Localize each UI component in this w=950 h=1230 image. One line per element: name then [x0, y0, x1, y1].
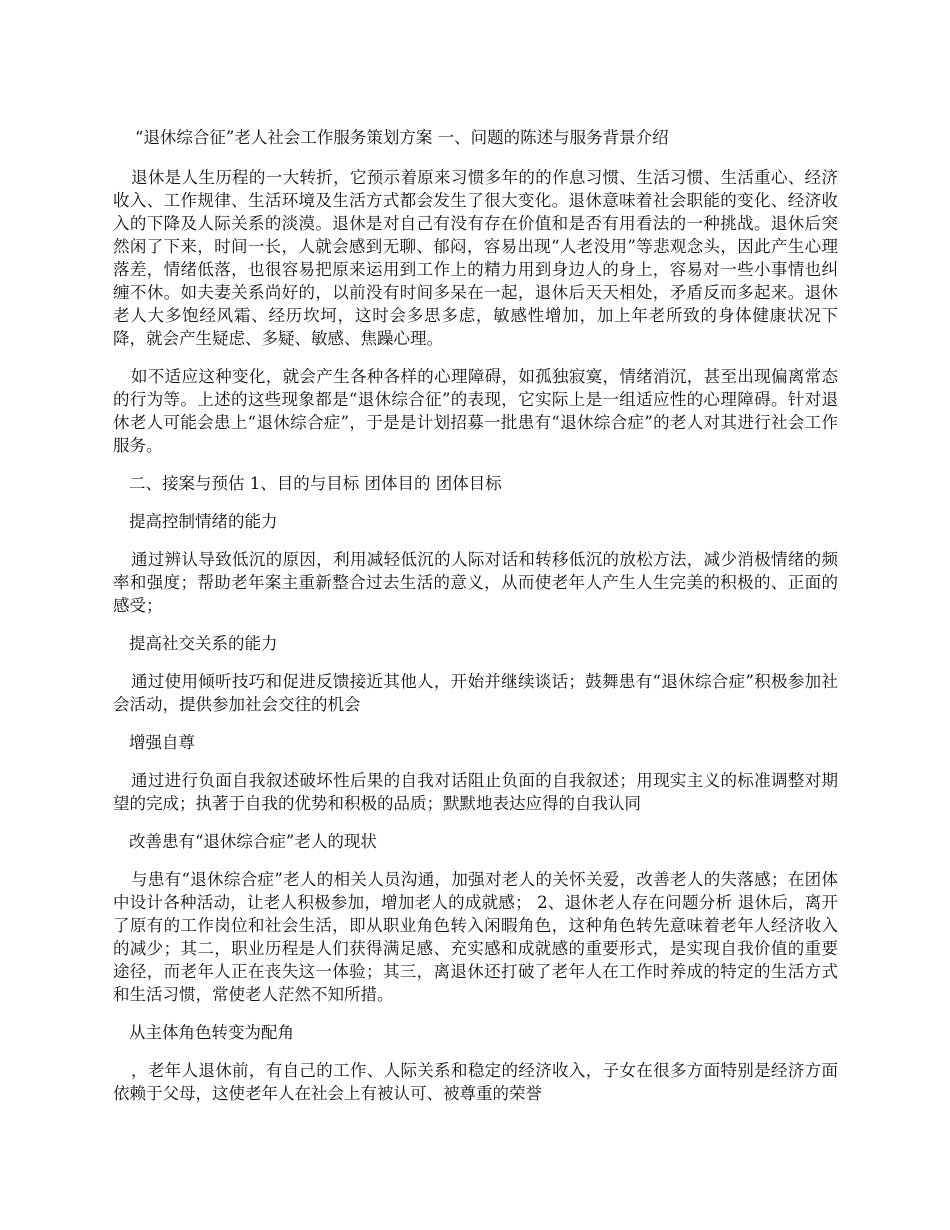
paragraph-psychological-barriers: 如不适应这种变化，就会产生各种各样的心理障碍，如孤独寂寞，情绪消沉，甚至出现偏离常态的行为等。上述的这些现象都是“退休综合征”的表现，它实际上是一组适应性的心理障碍。针对退休老人可能会患上“退休综合症”，于是是计划招募一批患有“退休综合症”的老人对其进行社会工作服务。	[113, 367, 838, 455]
goal-heading-improve-status: 改善患有“退休综合症”老人的现状	[129, 832, 377, 851]
document-title: “退休综合征”老人社会工作服务策划方案 一、问题的陈述与服务背景介绍	[135, 128, 669, 147]
paragraph-self-esteem: 通过进行负面自我叙述破坏性后果的自我对话阻止负面的自我叙述；用现实主义的标准调整对期望的完成；执著于自我的优势和积极的品质；默默地表达应得的自我认同	[113, 771, 838, 813]
goal-heading-emotion-control: 提高控制情绪的能力	[129, 512, 278, 531]
paragraph-improve-status: 与患有“退休综合症”老人的相关人员沟通，加强对老人的关怀关爱，改善老人的失落感；在团体中设计各种活动，让老人积极参加，增加老人的成就感； 2、退休老人存在问题分析 退休后，离开了原有的工作岗位和社会生活，即从职业角色转入闲暇角色，这种角色转先意味着老年人经济收入的减少；其二，职业历程是人们获得满足感、充实感和成就感的重要形式，是实现自我价值的重要途径，而老年人正在丧失这一体验；其三，离退休还打破了老年人在工作时养成的特定的生活方式和生活习惯，常使老人茫然不知所措。	[113, 870, 838, 1004]
paragraph-emotion-control: 通过辨认导致低沉的原因，利用减轻低沉的人际对话和转移低沉的放松方法，减少消极情绪的频率和强度；帮助老年案主重新整合过去生活的意义，从而使老年人产生人生完美的积极的、正面的感受；	[113, 550, 838, 615]
goal-heading-self-esteem: 增强自尊	[129, 733, 195, 752]
section-heading-intake: 二、接案与预估 1、目的与目标 团体目的 团体目标	[129, 474, 502, 493]
goal-heading-social-relations: 提高社交关系的能力	[129, 634, 278, 653]
paragraph-role-change: ，老年人退休前，有自己的工作、人际关系和稳定的经济收入，子女在很多方面特别是经济方面依赖于父母，这使老年人在社会上有被认可、被尊重的荣誉	[113, 1061, 838, 1103]
paragraph-social-relations: 通过使用倾听技巧和促进反馈接近其他人，开始并继续谈话；鼓舞患有“退休综合症”积极参加社会活动，提供参加社会交往的机会	[113, 672, 838, 714]
paragraph-retirement-transition: 退休是人生历程的一大转折，它预示着原来习惯多年的的作息习惯、生活习惯、生活重心、经济收入、工作规律、生活环境及生活方式都会发生了很大变化。退休意味着社会职能的变化、经济收入的下降及人际关系的淡漠。退休是对自己有没有存在价值和是否有用看法的一种挑战。退休后突然闲了下来，时间一长，人就会感到无聊、郁闷，容易出现“人老没用”等悲观念头，因此产生心理落差，情绪低落，也很容易把原来运用到工作上的精力用到身边人的身上，容易对一些小事情也纠缠不休。如夫妻关系尚好的，以前没有时间多呆在一起，退休后天天相处，矛盾反而多起来。退休老人大多饱经风霜、经历坎坷，这时会多思多虑，敏感性增加，加上年老所致的身体健康状况下降，就会产生疑虑、多疑、敏感、焦躁心理。	[113, 168, 838, 348]
document-page	[113, 120, 838, 1105]
subheading-role-change: 从主体角色转变为配角	[129, 1023, 294, 1042]
